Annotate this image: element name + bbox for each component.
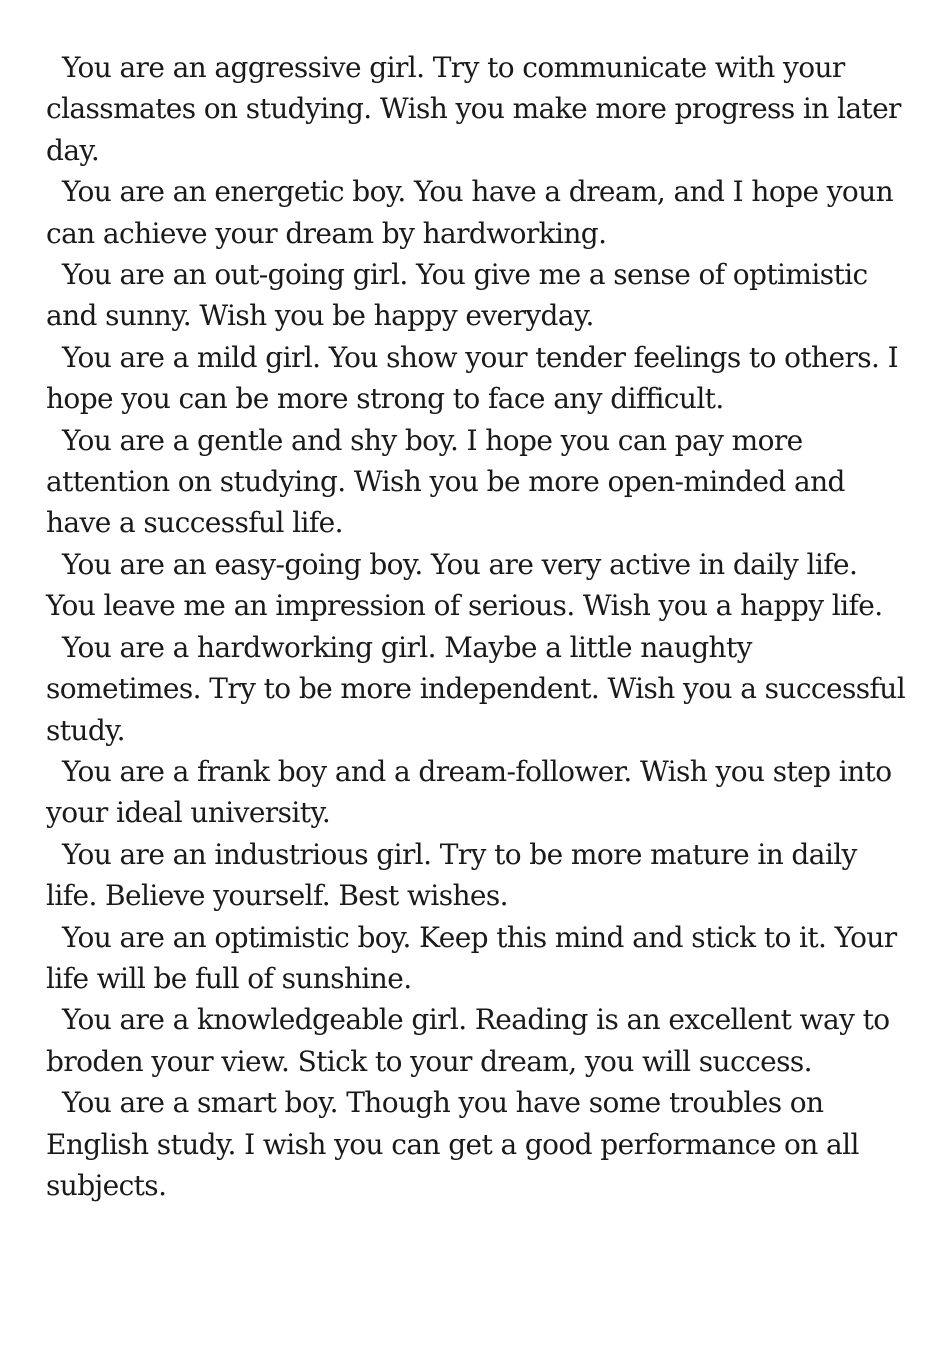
comment-paragraph: You are a mild girl. You show your tender feelings to others. I hope you can be more strong to face any difficult. <box>46 340 899 416</box>
comment-paragraph: You are an aggressive girl. Try to communicate with your classmates on studying. Wish you make more progress in later day. <box>46 51 901 167</box>
comment-paragraph: You are an easy-going boy. You are very active in daily life. You leave me an impression of serious. Wish you a happy life. <box>46 547 883 623</box>
comment-paragraph: You are an optimistic boy. Keep this mind and stick to it. Your life will be full of sunshine. <box>46 920 897 995</box>
comments-document <box>46 47 906 1206</box>
comment-paragraph: You are a knowledgeable girl. Reading is an excellent way to broden your view. Stick to your dream, you will success. <box>46 1003 890 1078</box>
comment-paragraph: You are an industrious girl. Try to be more mature in daily life. Believe yourself. Best wishes. <box>46 837 857 913</box>
comment-paragraph: You are a frank boy and a dream-follower. Wish you step into your ideal university. <box>46 754 892 830</box>
comment-paragraph: You are a smart boy. Though you have some troubles on English study. I wish you can get a good performance on all subjects. <box>46 1086 859 1202</box>
comment-paragraph: You are an energetic boy. You have a dream, and I hope youn can achieve your dream by hardworking. <box>46 175 894 250</box>
comment-paragraph: You are a hardworking girl. Maybe a little naughty sometimes. Try to be more independent. Wish you a successful study. <box>46 630 906 747</box>
comment-paragraph: You are an out-going girl. You give me a sense of optimistic and sunny. Wish you be happy everyday. <box>46 258 868 333</box>
comment-paragraph: You are a gentle and shy boy. I hope you can pay more attention on studying. Wish you be more open-minded and have a successful life. <box>46 423 845 540</box>
